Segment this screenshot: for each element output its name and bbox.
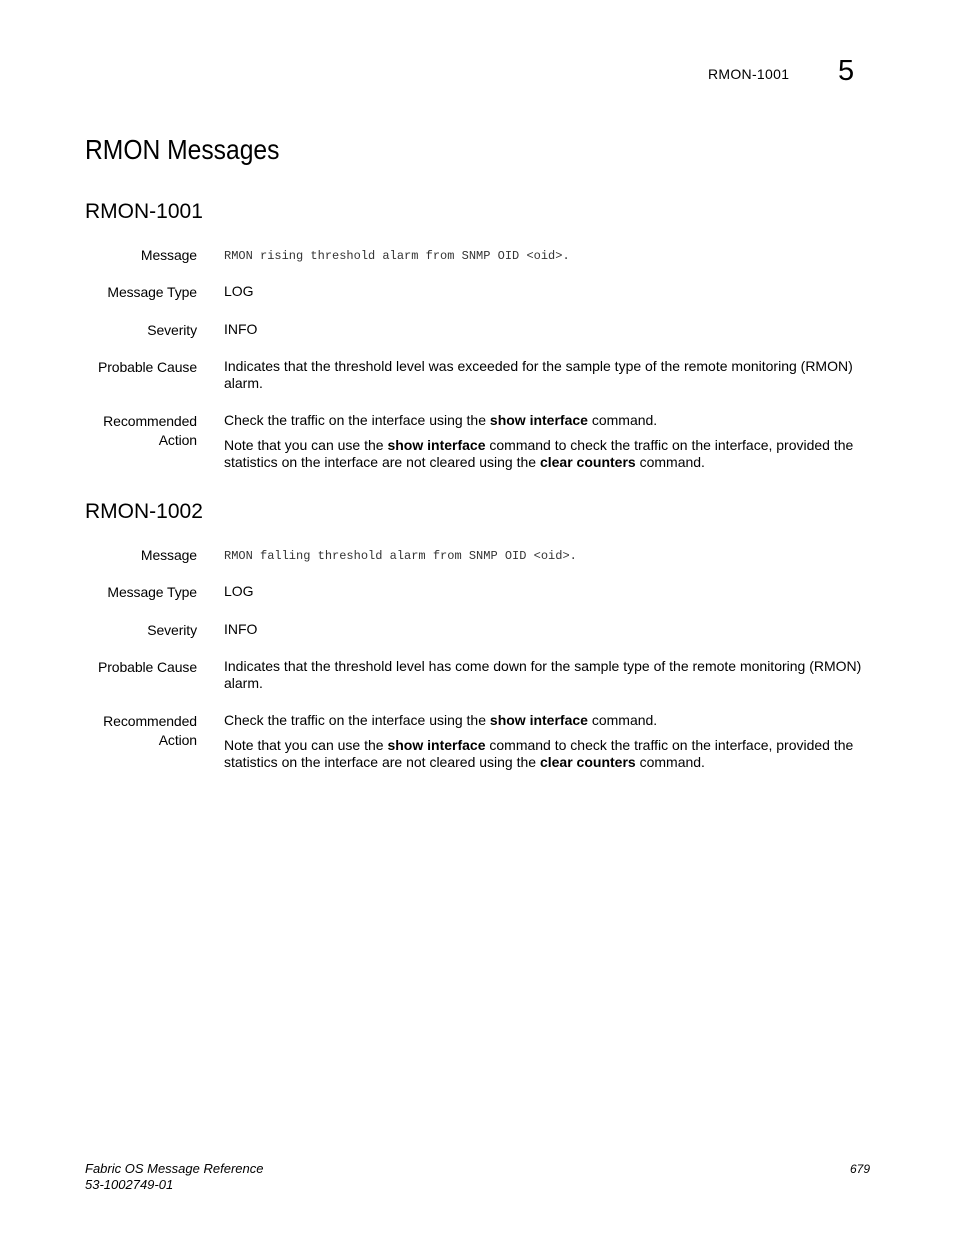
command-name: clear counters <box>539 454 636 470</box>
action-paragraph-1: Check the traffic on the interface using the show interface command. <box>224 712 658 728</box>
command-name: show interface <box>387 737 486 753</box>
field-value-message-type: LOG <box>224 283 254 299</box>
running-header-chapter-number: 5 <box>838 55 855 87</box>
field-label-message-type: Message Type <box>107 584 197 600</box>
action-paragraph-1: Check the traffic on the interface using the show interface command. <box>224 412 658 428</box>
command-name: show interface <box>489 412 588 428</box>
chapter-title: RMON Messages <box>85 134 280 165</box>
field-value-probable-cause: Indicates that the threshold level has come down for the sample type of the remote monitoring (RMON) alarm. <box>224 658 862 691</box>
field-label-probable-cause: Probable Cause <box>98 659 197 675</box>
field-label-probable-cause: Probable Cause <box>98 359 197 375</box>
footer-page-number: 679 <box>849 1162 870 1176</box>
label-line-recommended: Recommended <box>103 413 197 429</box>
footer-doc-title: Fabric OS Message Reference <box>85 1161 264 1176</box>
section-title: RMON-1002 <box>85 500 203 523</box>
command-name: clear counters <box>539 754 636 770</box>
field-value-recommended-action <box>224 412 869 479</box>
message-text: RMON rising threshold alarm from SNMP OID <oid>. <box>224 249 570 263</box>
field-label-message: Message <box>140 547 197 563</box>
label-line-action: Action <box>158 432 197 448</box>
section-title: RMON-1001 <box>85 200 203 223</box>
message-text: RMON falling threshold alarm from SNMP OID <oid>. <box>224 549 577 563</box>
action-paragraph-2: Note that you can use the show interface command to check the traffic on the interface, provided the statistics on the interface are not cleared using the clear counters command. <box>224 437 854 470</box>
field-value-message-type: LOG <box>224 583 254 599</box>
field-value-message <box>224 546 869 565</box>
field-value-probable-cause: Indicates that the threshold level was exceeded for the sample type of the remote monitoring (RMON) alarm. <box>224 358 853 391</box>
command-name: show interface <box>489 712 588 728</box>
footer-document-info <box>85 1161 263 1193</box>
command-name: show interface <box>387 437 486 453</box>
field-label-recommended-action <box>77 712 197 750</box>
field-label-message-type: Message Type <box>107 284 197 300</box>
action-paragraph-2: Note that you can use the show interface command to check the traffic on the interface, provided the statistics on the interface are not cleared using the clear counters command. <box>224 737 854 770</box>
label-line-action: Action <box>158 732 197 748</box>
field-value-severity: INFO <box>224 621 258 637</box>
field-value-message <box>224 246 869 265</box>
field-value-recommended-action <box>224 712 869 779</box>
running-header-section-ref: RMON-1001 <box>708 66 790 82</box>
field-label-recommended-action <box>77 412 197 450</box>
label-line-recommended: Recommended <box>103 713 197 729</box>
field-value-severity: INFO <box>224 321 258 337</box>
field-label-severity: Severity <box>147 322 197 338</box>
field-label-severity: Severity <box>147 622 197 638</box>
footer-doc-number: 53-1002749-01 <box>85 1177 174 1192</box>
field-label-message: Message <box>140 247 197 263</box>
